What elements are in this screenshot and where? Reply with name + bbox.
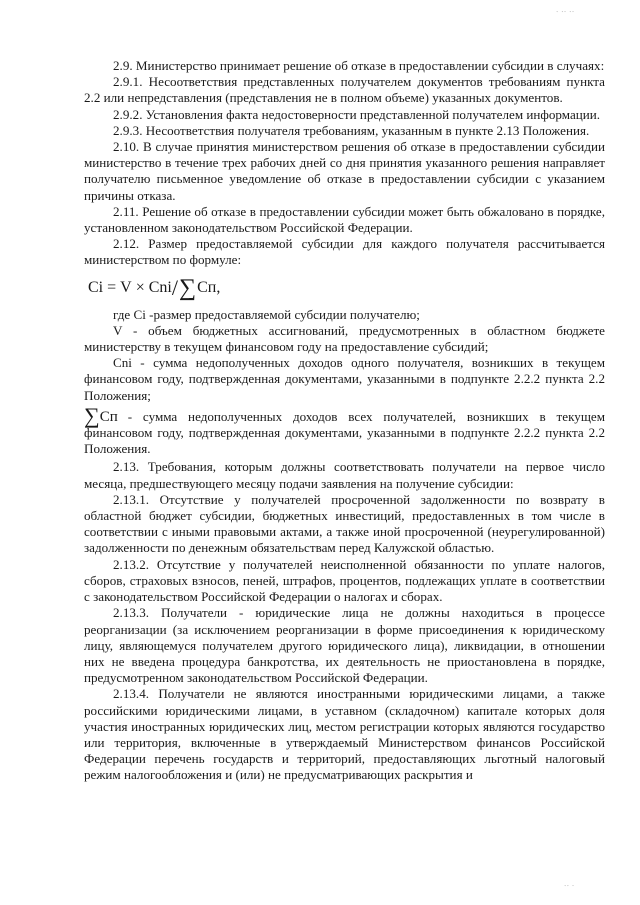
subsidy-formula [88,275,605,301]
paragraph-2-13-3: 2.13.3. Получатели - юридические лица не должны находиться в процессе реорганизации (за исключением реорганизации в форме присоединения к юридическому лицу, являющемуся получателем другого юридического лица), ликвидации, в отношении них не введена процедура банкротства, их деятельность не приостановлена в порядке, предусмотренном законодательством Российской Федерации. [84,605,605,686]
scan-artifact-top: ˑ ˑˑ ˑˑ [556,8,575,17]
formula-sigma-icon: ∑ [179,274,197,301]
formula-times: × [131,278,149,296]
sum-cp: Сп [99,408,118,425]
definition-v: V - объем бюджетных ассигнований, предусмотренных в областном бюджете министерству в текущем финансовом году на предоставление субсидий; [84,322,605,355]
formula-cp: Сп [197,278,217,296]
paragraph-2-10: 2.10. В случае принятия министерством решения об отказе в предоставлении субсидии министерство в течение трех рабочих дней со дня принятия указанного решения направляет получателю письменное уведомление об отказе в предоставлении субсидии с указанием причины отказа. [84,139,605,203]
paragraph-2-9: 2.9. Министерство принимает решение об отказе в предоставлении субсидии в случаях: [113,58,605,73]
formula-v: V [120,278,132,296]
paragraph-2-13-4: 2.13.4. Получатели не являются иностранными юридическими лицами, а также российскими юридическими лицами, в уставном (складочном) капитале которых доля участия иностранных юридических лиц, местом регистрации которых являются государство или территория, включенные в утверждаемый Министерством финансов Российской Федерации перечень государств и территорий, предоставляющих льготный налоговый режим налогообложения и (или) не предусматривающих раскрытия и [84,686,605,783]
paragraph-2-9-1: 2.9.1. Несоответствия представленных получателем документов требованиям пункта 2.2 или непредставления (представления не в полном объеме) указанных документов. [84,74,605,106]
formula-cni: Сni [148,278,172,296]
formula-ci: Ci [88,278,104,296]
paragraph-2-13: 2.13. Требования, которым должны соответствовать получатели на первое число месяца, предшествующего месяцу подачи заявления на получение субсидии: [84,459,605,491]
definition-cni: Сni - сумма недополученных доходов одного получателя, возникших в текущем финансовом году, подтвержденная документами, указанными в подпункте 2.2.2 пункта 2.2 Положения; [84,355,605,403]
formula-equals: = [103,278,121,296]
definition-sum [84,402,605,458]
formula-slash: / [171,274,178,300]
paragraph-2-9-3: 2.9.3. Несоответствия получателя требованиям, указанным в пункте 2.13 Положения. [113,122,590,138]
scan-artifact-bottom: ˑˑ ˑ [564,882,575,891]
definition-ci: где Ci -размер предоставляемой субсидии получателю; [113,306,420,322]
sum-sigma-icon: ∑ [84,402,100,428]
formula-comma: , [216,278,221,296]
paragraph-2-9-2: 2.9.2. Установления факта недостоверности представленной получателем информации. [113,106,601,122]
definition-sum-text: - сумма недополученных доходов всех получателей, возникших в текущем финансовом году, подтвержденная документами, указанными в подпункте 2.2.2 пункта 2.2 Положения. [84,408,605,457]
paragraph-2-13-2: 2.13.2. Отсутствие у получателей неисполненной обязанности по уплате налогов, сборов, страховых взносов, пеней, штрафов, процентов, подлежащих уплате в соответствии с законодательством Российской Федерации о налогах и сборах. [84,556,605,605]
document-body [84,58,605,784]
paragraph-2-11: 2.11. Решение об отказе в предоставлении субсидии может быть обжаловано в порядке, установленном законодательством Российской Федерации. [84,203,605,236]
paragraph-2-13-1: 2.13.1. Отсутствие у получателей просроченной задолженности по возврату в областной бюджет субсидии, бюджетных инвестиций, предоставленных в том числе в соответствии с иными правовыми актами, а также иной просроченной (неурегулированной) задолженности по денежным обязательствам перед Калужской областью. [84,491,605,556]
paragraph-2-12: 2.12. Размер предоставляемой субсидии для каждого получателя рассчитывается министерством по формуле: [84,236,605,268]
